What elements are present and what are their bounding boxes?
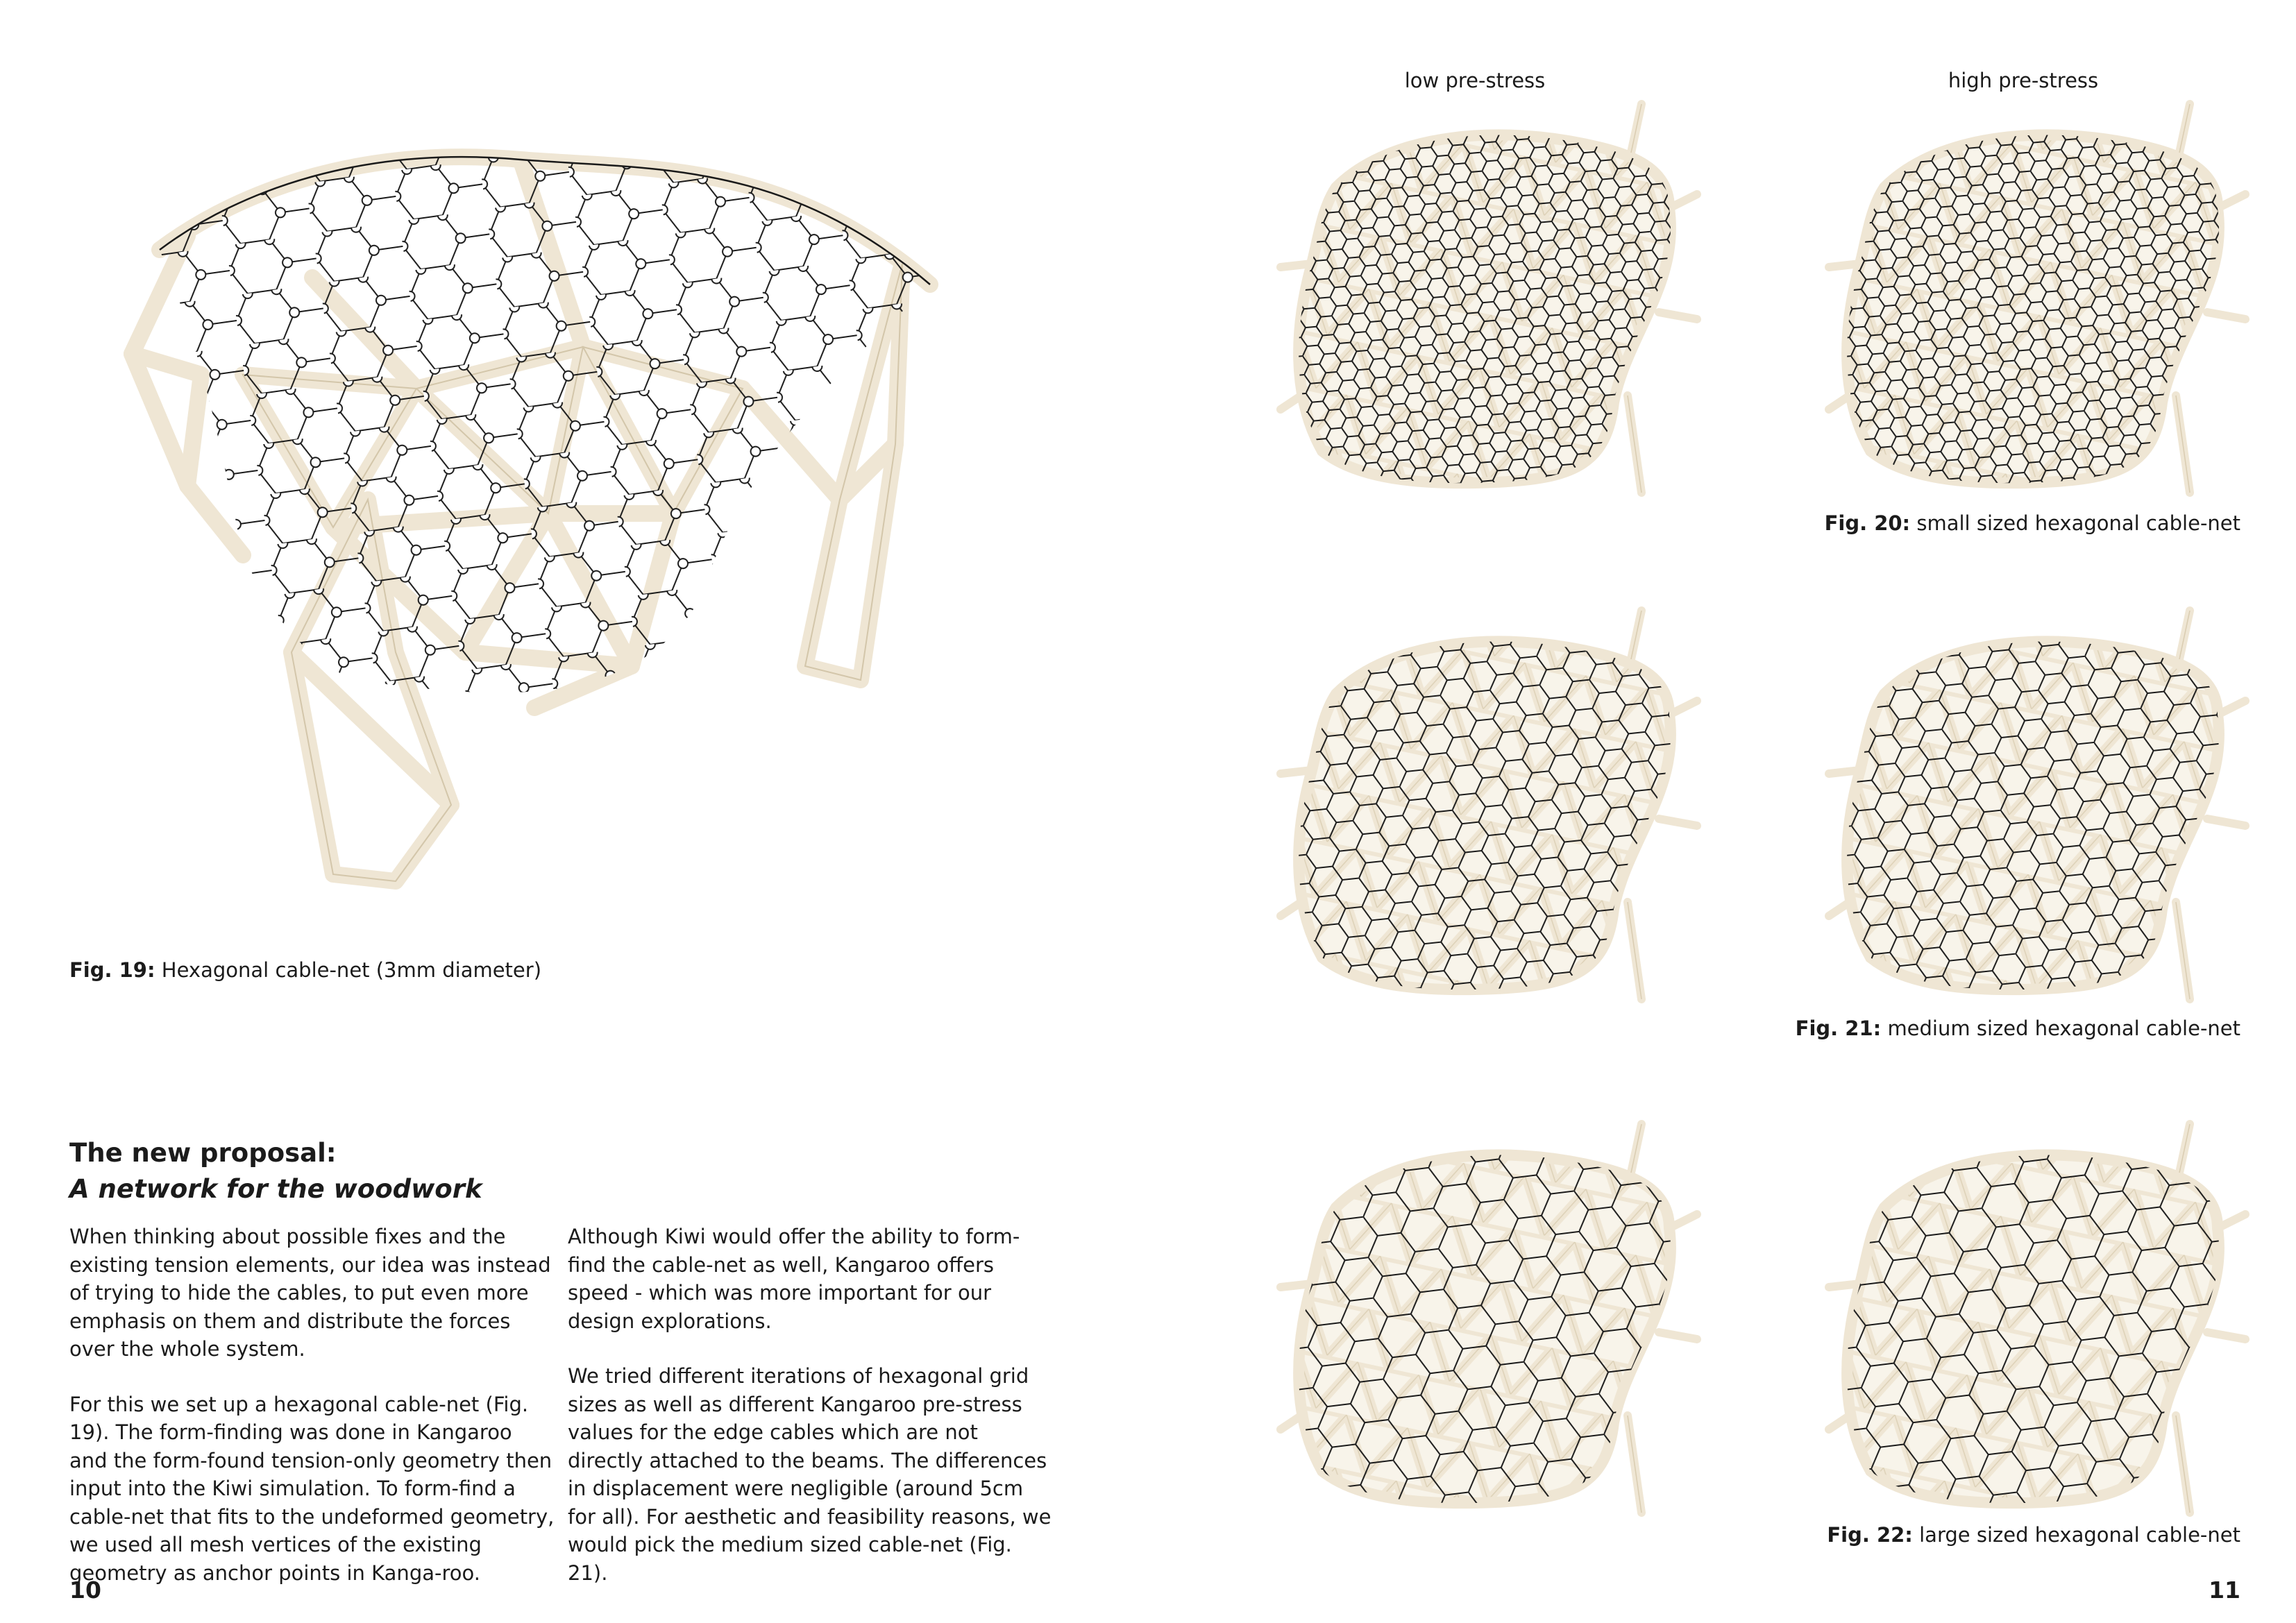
fig21-text: medium sized hexagonal cable-net [1887, 1017, 2240, 1040]
fig22-caption [1827, 1521, 2240, 1549]
fig19-caption [69, 956, 541, 984]
fig19-label: Fig. 19: [69, 958, 155, 982]
fig20-text: small sized hexagonal cable-net [1916, 511, 2240, 535]
column1-paragraph-2: For this we set up a hexagonal cable-net (Fig. 19). The form-finding was done in Kangaroo and the form-found tension-only geometry then input into the Kiwi simulation. To form-find a cable-net that fits to the undeformed geometry, we used all mesh vertices of the existing geometry as anchor points in Kanga-roo. [69, 1392, 555, 1585]
fig21-label: Fig. 21: [1795, 1017, 1882, 1040]
page-number-right: 11 [2209, 1577, 2240, 1604]
fig21-caption [1796, 1014, 2240, 1042]
column2-paragraph-2: We tried different iterations of hexagonal grid sizes as well as different Kangaroo pre-stress values for the edge cables which are not directly attached to the beams. The differences in displacement were negligible (around 5cm for all). For aesthetic and feasibility reasons, we would pick the medium sized cable-net (Fig. 21). [568, 1364, 1052, 1585]
section-title-line1: The new proposal: [69, 1138, 337, 1168]
fig20-low-prestress-plan [1281, 104, 1711, 520]
fig20-caption [1825, 509, 2240, 537]
column2-paragraph-1: Although Kiwi would offer the ability to form-find the cable-net as well, Kangaroo offers speed - which was more important for our design explorations. [568, 1225, 1020, 1333]
fig19-illustration [104, 56, 979, 930]
page-number-left: 10 [69, 1577, 101, 1604]
fig21-low-prestress-plan [1281, 611, 1711, 1027]
text-column-1 [69, 1223, 555, 1614]
fig20-high-prestress-plan [1829, 104, 2259, 520]
text-column-2 [568, 1223, 1054, 1614]
fig19-text: Hexagonal cable-net (3mm diameter) [161, 958, 542, 982]
column1-paragraph-1: When thinking about possible fixes and the existing tension elements, our idea was instead of trying to hide the cables, to put even more emphasis on them and distribute the forces over the whole system. [69, 1225, 551, 1361]
column-header-high-prestress: high pre-stress [1948, 69, 2099, 92]
column-header-low-prestress: low pre-stress [1404, 69, 1546, 92]
fig22-low-prestress-plan [1281, 1124, 1711, 1540]
section-heading [69, 1135, 482, 1207]
fig22-label: Fig. 22: [1827, 1523, 1913, 1547]
fig22-high-prestress-plan [1829, 1124, 2259, 1540]
fig20-label: Fig. 20: [1824, 511, 1911, 535]
section-title-line2: A network for the woodwork [69, 1174, 482, 1204]
fig21-high-prestress-plan [1829, 611, 2259, 1027]
fig22-text: large sized hexagonal cable-net [1919, 1523, 2240, 1547]
